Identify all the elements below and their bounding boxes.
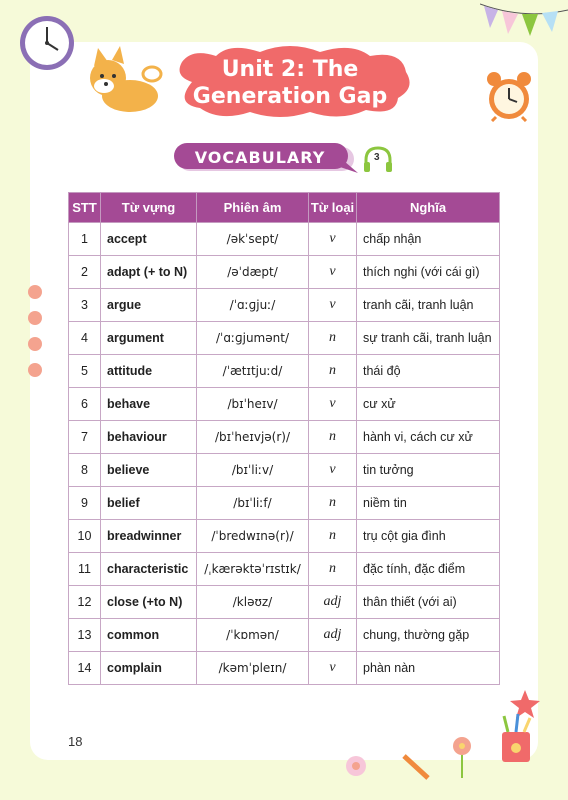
cell-meaning: cư xử [357,388,500,421]
pencil-cup-illustration [330,680,568,800]
table-row [69,586,500,619]
cell-word: believe [101,454,197,487]
cell-word-type: v [309,289,357,322]
table-row [69,619,500,652]
header-word: Từ vựng [101,193,197,223]
vocabulary-table [68,192,500,685]
cell-pronunciation: /ˈɑːɡjuː/ [197,289,309,322]
cell-stt: 8 [69,454,101,487]
table-row [69,289,500,322]
cell-meaning: tranh cãi, tranh luận [357,289,500,322]
cell-pronunciation: /kəmˈpleɪn/ [197,652,309,685]
cell-pronunciation: /bɪˈliːv/ [197,454,309,487]
cell-meaning: thái độ [357,355,500,388]
cell-meaning: chấp nhận [357,223,500,256]
clock-icon [18,14,76,72]
table-row [69,223,500,256]
cell-meaning: chung, thường gặp [357,619,500,652]
table-row [69,487,500,520]
cell-stt: 10 [69,520,101,553]
bunting-flags [480,0,568,44]
cell-stt: 6 [69,388,101,421]
section-title: VOCABULARY [194,148,326,167]
table-body [69,223,500,685]
cell-stt: 13 [69,619,101,652]
cell-word: argue [101,289,197,322]
cell-stt: 14 [69,652,101,685]
cell-word-type: n [309,520,357,553]
cell-word-type: adj [309,586,357,619]
cell-meaning: đặc tính, đặc điểm [357,553,500,586]
cell-pronunciation: /ˈkɒmən/ [197,619,309,652]
header-meaning: Nghĩa [357,193,500,223]
cell-word: breadwinner [101,520,197,553]
cell-word: argument [101,322,197,355]
flower-icon [24,282,46,382]
cell-word-type: v [309,256,357,289]
cell-stt: 11 [69,553,101,586]
cell-stt: 5 [69,355,101,388]
cell-word-type: v [309,454,357,487]
cell-meaning: tin tưởng [357,454,500,487]
cell-meaning: thích nghi (với cái gì) [357,256,500,289]
cell-pronunciation: /kləʊz/ [197,586,309,619]
cell-pronunciation: /ˌkærəktəˈrɪstɪk/ [197,553,309,586]
headphones-icon[interactable] [362,146,394,174]
table-row [69,322,500,355]
unit-title-line1: Unit 2: The [221,57,359,82]
cell-word: complain [101,652,197,685]
cell-pronunciation: /əkˈsept/ [197,223,309,256]
table-row [69,421,500,454]
header-word-type: Từ loại [309,193,357,223]
cell-word: common [101,619,197,652]
unit-title [180,56,400,110]
cell-pronunciation: /ˈɑːɡjumənt/ [197,322,309,355]
cell-word-type: v [309,223,357,256]
cell-meaning: trụ cột gia đình [357,520,500,553]
cell-stt: 3 [69,289,101,322]
cell-stt: 12 [69,586,101,619]
cell-meaning: thân thiết (với ai) [357,586,500,619]
cell-word: adapt (+ to N) [101,256,197,289]
cell-stt: 2 [69,256,101,289]
page-number: 18 [68,734,83,749]
cell-pronunciation: /ˈbredwɪnə(r)/ [197,520,309,553]
cell-word-type: n [309,421,357,454]
table-row [69,520,500,553]
cell-word: close (+to N) [101,586,197,619]
cell-word-type: v [309,652,357,685]
cell-word-type: adj [309,619,357,652]
cell-stt: 4 [69,322,101,355]
cell-word-type: v [309,388,357,421]
header-stt: STT [69,193,101,223]
cell-stt: 7 [69,421,101,454]
cell-word: behave [101,388,197,421]
alarm-clock-icon [484,70,534,122]
table-row [69,256,500,289]
table-row [69,388,500,421]
table-row [69,355,500,388]
cell-word: characteristic [101,553,197,586]
table-header-row [69,193,500,223]
cell-pronunciation: /ˈætɪtjuːd/ [197,355,309,388]
cell-stt: 1 [69,223,101,256]
table-row [69,553,500,586]
cell-word-type: n [309,487,357,520]
cell-stt: 9 [69,487,101,520]
cell-word: accept [101,223,197,256]
cell-pronunciation: /bɪˈliːf/ [197,487,309,520]
shiba-dog-illustration [86,44,166,118]
cell-meaning: phàn nàn [357,652,500,685]
table-row [69,454,500,487]
cell-word: behaviour [101,421,197,454]
cell-word: belief [101,487,197,520]
cell-pronunciation: /bɪˈheɪvjə(r)/ [197,421,309,454]
audio-track-number: 3 [374,152,380,163]
header-pronunciation: Phiên âm [197,193,309,223]
cell-word-type: n [309,322,357,355]
cell-word-type: n [309,553,357,586]
unit-title-line2: Generation Gap [192,84,388,109]
cell-meaning: hành vi, cách cư xử [357,421,500,454]
cell-meaning: sự tranh cãi, tranh luận [357,322,500,355]
cell-meaning: niềm tin [357,487,500,520]
cell-word-type: n [309,355,357,388]
cell-pronunciation: /əˈdæpt/ [197,256,309,289]
cell-pronunciation: /bɪˈheɪv/ [197,388,309,421]
cell-word: attitude [101,355,197,388]
